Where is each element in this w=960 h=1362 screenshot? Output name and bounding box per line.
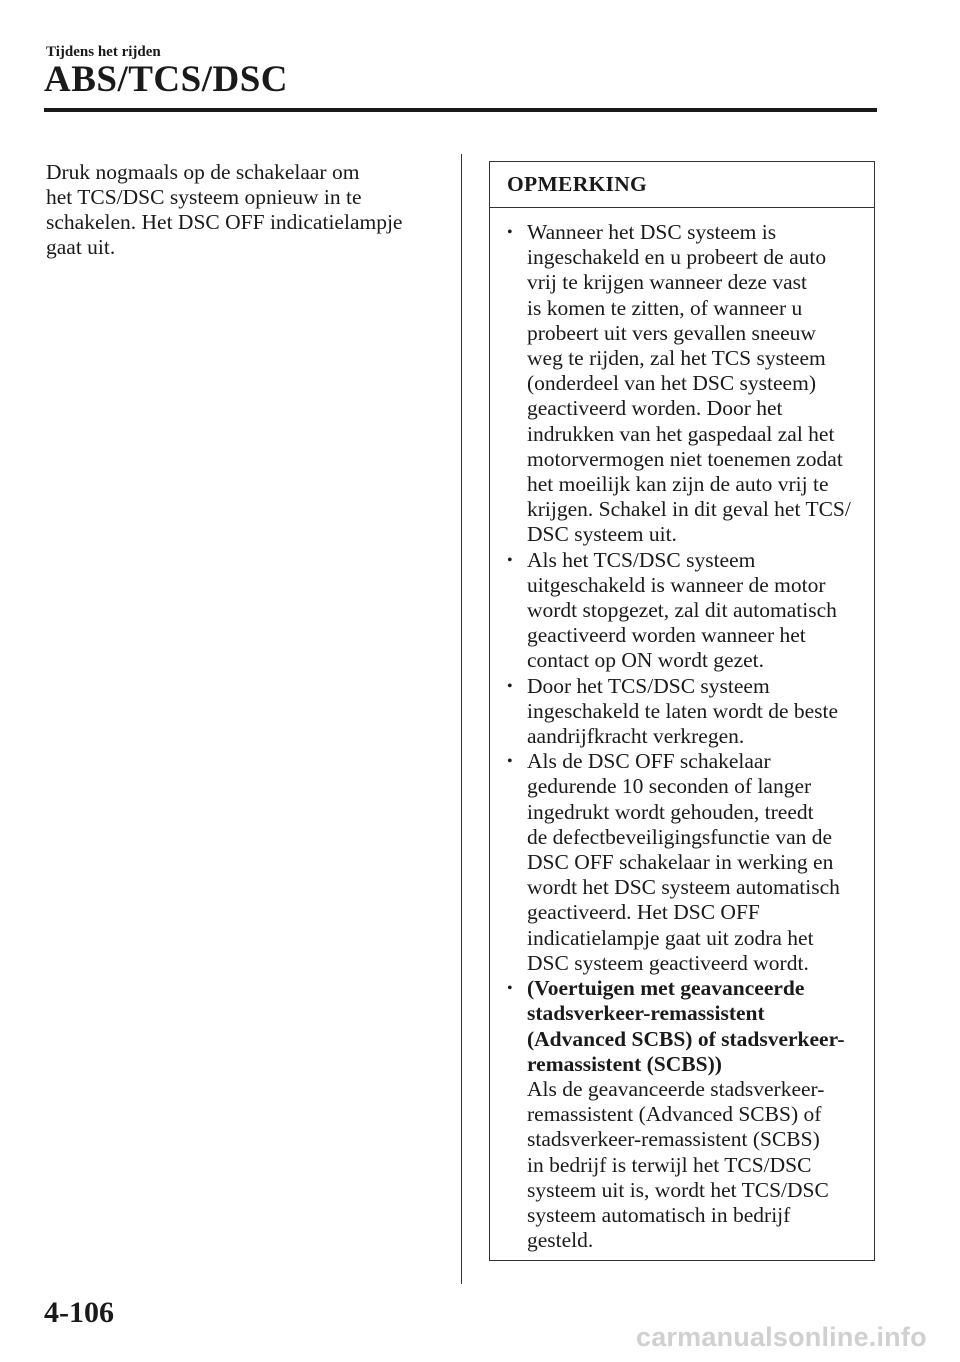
note-line: geactiveerd. Het DSC OFF <box>527 900 760 925</box>
note-line: DSC systeem uit. <box>527 522 677 547</box>
note-title: OPMERKING <box>507 172 648 196</box>
note-line: ingeschakeld te laten wordt de beste <box>527 698 839 723</box>
note-item <box>490 674 874 750</box>
body-paragraph <box>46 160 446 260</box>
note-line: (onderdeel van het DSC systeem) <box>527 371 816 396</box>
note-line: krijgen. Schakel in dit geval het TCS/ <box>527 497 851 522</box>
note-line: het moeilijk kan zijn de auto vrij te <box>527 472 829 497</box>
header-rule <box>44 108 877 112</box>
note-line: weg te rijden, zal het TCS systeem <box>527 346 826 371</box>
watermark: carmanualsonline.info <box>636 1322 927 1352</box>
body-line: gaat uit. <box>46 235 116 259</box>
note-line: indrukken van het gaspedaal zal het <box>527 421 835 446</box>
page-heading: ABS/TCS/DSC <box>44 59 289 100</box>
note-line: remassistent (Advanced SCBS) of <box>527 1102 822 1127</box>
note-bold-line: (Advanced SCBS) of stadsverkeer- <box>527 1026 845 1051</box>
note-line: Door het TCS/DSC systeem <box>527 673 770 698</box>
note-bold-line: remassistent (SCBS)) <box>527 1051 722 1076</box>
bullet-icon: • <box>507 551 513 569</box>
note-line: Als de DSC OFF schakelaar <box>527 749 771 774</box>
note-line: gedurende 10 seconden of langer <box>527 774 812 799</box>
note-line: DSC OFF schakelaar in werking en <box>527 850 834 875</box>
bullet-icon: • <box>507 980 513 998</box>
note-line: de defectbeveiligingsfunctie van de <box>527 824 833 849</box>
note-line: contact op ON wordt gezet. <box>527 648 765 673</box>
note-item <box>490 548 874 674</box>
note-item <box>490 220 874 548</box>
note-line: Als het TCS/DSC systeem <box>527 547 756 572</box>
note-box <box>489 161 875 1261</box>
note-item <box>490 976 874 1253</box>
note-bold-line: (Voertuigen met geavanceerde <box>527 976 805 1001</box>
note-line: wordt stopgezet, zal dit automatisch <box>527 598 837 623</box>
note-line: systeem uit is, wordt het TCS/DSC <box>527 1177 829 1202</box>
note-line: systeem automatisch in bedrijf <box>527 1202 791 1227</box>
note-bold-line: stadsverkeer-remassistent <box>527 1001 765 1026</box>
page-number: 4-106 <box>44 1296 114 1329</box>
note-line: uitgeschakeld is wanneer de motor <box>527 572 826 597</box>
note-line: motorvermogen niet toenemen zodat <box>527 446 843 471</box>
note-line: is komen te zitten, of wanneer u <box>527 295 803 320</box>
note-line: probeert uit vers gevallen sneeuw <box>527 320 816 345</box>
note-title-rule <box>490 207 874 208</box>
note-line: indicatielampje gaat uit zodra het <box>527 925 814 950</box>
note-line: stadsverkeer-remassistent (SCBS) <box>527 1127 820 1152</box>
note-line: ingeschakeld en u probeert de auto <box>527 245 827 270</box>
body-line: schakelen. Het DSC OFF indicatielampje <box>46 210 403 234</box>
section-label: Tijdens het rijden <box>46 44 161 60</box>
note-line: Als de geavanceerde stadsverkeer- <box>527 1076 825 1101</box>
column-divider <box>461 154 462 1284</box>
note-line: geactiveerd worden wanneer het <box>527 623 806 648</box>
bullet-icon: • <box>507 753 513 771</box>
note-line: in bedrijf is terwijl het TCS/DSC <box>527 1152 812 1177</box>
note-item <box>490 749 874 976</box>
note-line: aandrijfkracht verkregen. <box>527 724 745 749</box>
note-line: gesteld. <box>527 1228 594 1253</box>
note-line: DSC systeem geactiveerd wordt. <box>527 950 809 975</box>
bullet-icon: • <box>507 224 513 241</box>
note-line: geactiveerd worden. Door het <box>527 396 783 421</box>
note-line: Wanneer het DSC systeem is <box>527 220 777 244</box>
bullet-icon: • <box>507 677 513 695</box>
note-line: wordt het DSC systeem automatisch <box>527 875 840 900</box>
note-list <box>490 220 874 1253</box>
body-line: het TCS/DSC systeem opnieuw in te <box>46 185 362 209</box>
body-line: Druk nogmaals op de schakelaar om <box>46 160 360 184</box>
note-line: ingedrukt wordt gehouden, treedt <box>527 799 814 824</box>
note-line: vrij te krijgen wanneer deze vast <box>527 270 807 295</box>
